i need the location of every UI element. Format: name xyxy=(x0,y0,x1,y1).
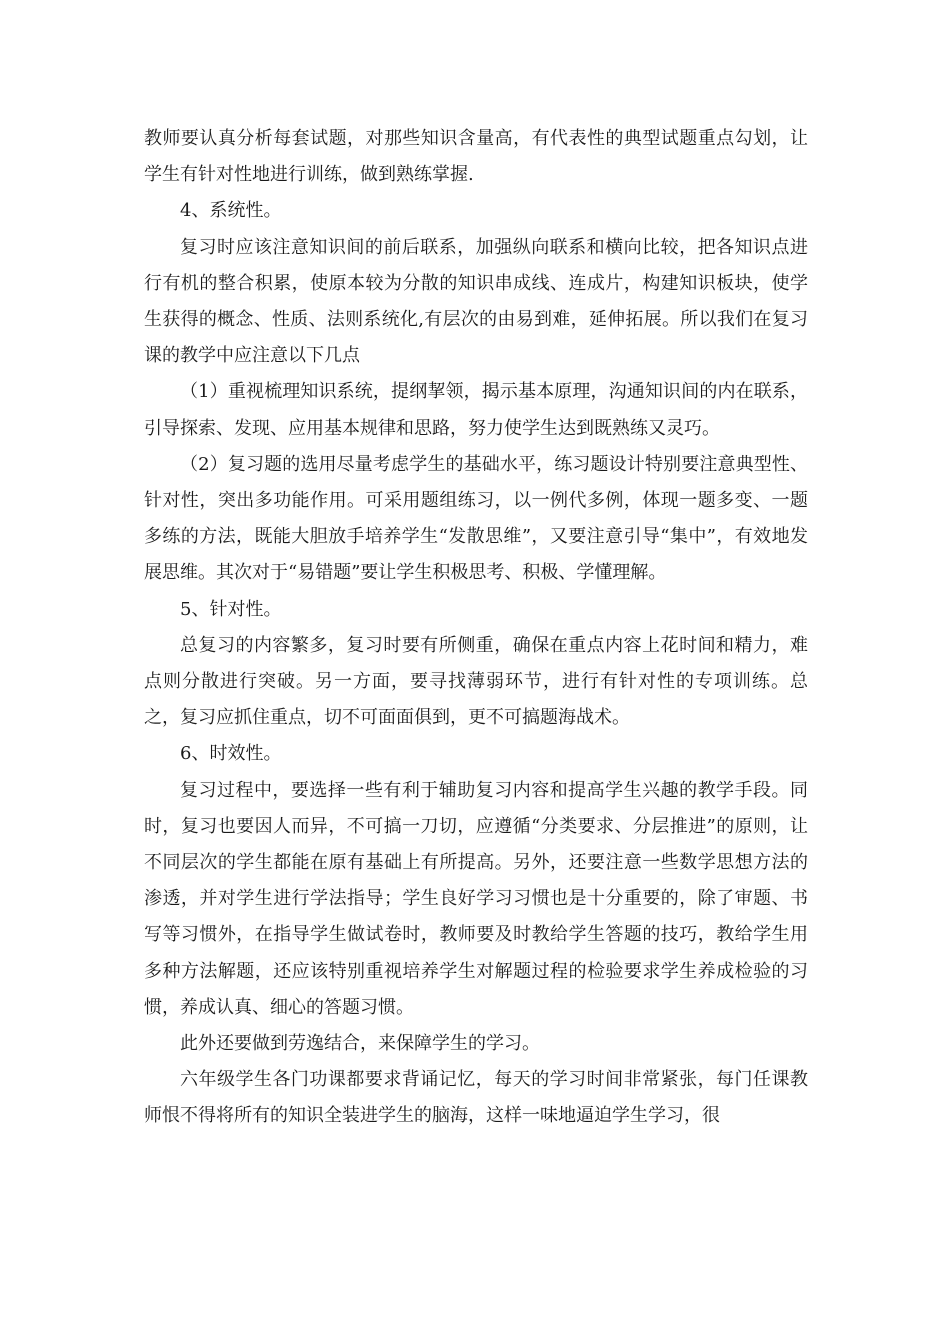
paragraph-targeted: 总复习的内容繁多，复习时要有所侧重，确保在重点内容上花时间和精力，难点则分散进行突破。另一方面，要寻找薄弱环节，进行有针对性的专项训练。总之，复习应抓住重点，切不可面面俱到，更不可搞题海战术。 xyxy=(144,634,808,729)
paragraph-point-2: （2）复习题的选用尽量考虑学生的基础水平，练习题设计特别要注意典型性、针对性，突出多功能作用。可采用题组练习，以一例代多例，体现一题多变、一题多练的方法，既能大胆放手培养学生“发散思维”，又要注意引导“集中”，有效地发展思维。其次对于“易错题”要让学生积极思考、积极、学懂理解。 xyxy=(144,453,808,584)
paragraph-timeliness: 复习过程中，要选择一些有利于辅助复习内容和提高学生兴趣的教学手段。同时，复习也要因人而异，不可搞一刀切，应遵循“分类要求、分层推进”的原则，让不同层次的学生都能在原有基础上有所提高。另外，还要注意一些数学思想方法的渗透，并对学生进行学法指导；学生良好学习习惯也是十分重要的，除了审题、书写等习惯外，在指导学生做试卷时，教师要及时教给学生答题的技巧，教给学生用多种方法解题，还应该特别重视培养学生对解题过程的检验要求学生养成检验的习惯，养成认真、细心的答题习惯。 xyxy=(144,779,808,1018)
paragraph-grade-six: 六年级学生各门功课都要求背诵记忆，每天的学习时间非常紧张，每门任课教师恨不得将所有的知识全装进学生的脑海，这样一味地逼迫学生学习，很 xyxy=(144,1069,808,1127)
section-heading-timeliness: 6、时效性。 xyxy=(180,743,282,765)
section-heading-systematic: 4、系统性。 xyxy=(180,200,282,222)
paragraph-systematic: 复习时应该注意知识间的前后联系，加强纵向联系和横向比较，把各知识点进行有机的整合积累，使原本较为分散的知识串成线、连成片，构建知识板块，使学生获得的概念、性质、法则系统化,有层次的由易到难，延伸拓展。所以我们在复习课的教学中应注意以下几点 xyxy=(144,236,808,367)
paragraph-intro: 教师要认真分析每套试题，对那些知识含量高，有代表性的典型试题重点勾划，让学生有针对性地进行训练，做到熟练掌握. xyxy=(144,128,808,186)
section-heading-targeted: 5、针对性。 xyxy=(180,598,282,620)
paragraph-point-1: （1）重视梳理知识系统，提纲挈领，揭示基本原理，沟通知识间的内在联系，引导探索、发现、应用基本规律和思路，努力使学生达到既熟练又灵巧。 xyxy=(144,381,808,439)
paragraph-balance: 此外还要做到劳逸结合，来保障学生的学习。 xyxy=(180,1033,540,1055)
document-body xyxy=(144,121,808,1135)
